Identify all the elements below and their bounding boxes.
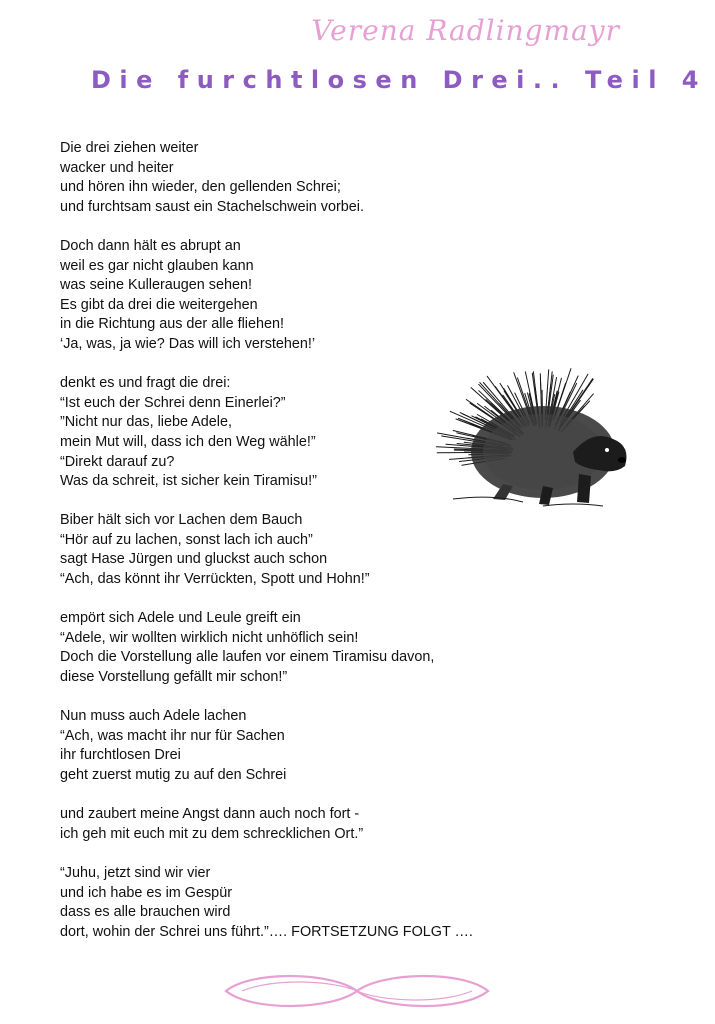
poem-stanza xyxy=(60,609,560,687)
poem-line: sagt Hase Jürgen und gluckst auch schon xyxy=(60,551,328,568)
poem-stanza xyxy=(60,864,560,942)
poem-line: was seine Kulleraugen sehen! xyxy=(60,277,253,294)
poem-line: wacker und heiter xyxy=(60,159,174,176)
poem-stanza xyxy=(60,139,560,217)
poem-line: mein Mut will, dass ich den Weg wähle!” xyxy=(60,433,316,450)
poem-line: Die drei ziehen weiter xyxy=(60,140,199,156)
poem-line: ‘Ja, was, ja wie? Das will ich verstehen!’ xyxy=(60,335,316,352)
poem-line: geht zuerst mutig zu auf den Schrei xyxy=(60,767,287,783)
poem-line: diese Vorstellung gefällt mir schon!” xyxy=(60,669,288,686)
poem-line: ”Nicht nur das, liebe Adele, xyxy=(60,414,232,431)
poem-line: “Juhu, jetzt sind wir vier xyxy=(60,864,211,881)
poem-line: Nun muss auch Adele lachen xyxy=(60,708,247,725)
poem-line: Doch die Vorstellung alle laufen vor einem Tiramisu davon, xyxy=(60,649,435,666)
poem-line: Was da schreit, ist sicher kein Tiramisu!” xyxy=(60,473,317,490)
poem-line: empört sich Adele und Leule greift ein xyxy=(60,610,301,627)
poem-line: dort, wohin der Schrei uns führt.”…. FORTSETZUNG FOLGT …. xyxy=(60,923,473,940)
poem-line: denkt es und fragt die drei: xyxy=(60,375,231,392)
page-title: Die furchtlosen Drei.. Teil 4 xyxy=(91,66,707,94)
poem-line: ihr furchtlosen Drei xyxy=(60,747,181,764)
poem-line: in die Richtung aus der alle fliehen! xyxy=(60,316,284,333)
poem-line: “Direkt darauf zu? xyxy=(60,453,175,470)
poem-line: Doch dann hält es abrupt an xyxy=(60,237,241,254)
infinity-flourish-icon xyxy=(222,968,492,1014)
poem-line: weil es gar nicht glauben kann xyxy=(60,257,254,274)
poem-line: “Ist euch der Schrei denn Einerlei?” xyxy=(60,394,286,411)
poem-stanza xyxy=(60,805,560,844)
poem-line: und ich habe es im Gespür xyxy=(60,884,232,901)
poem-line: und zaubert meine Angst dann auch noch fort - xyxy=(60,806,360,823)
poem-line: Biber hält sich vor Lachen dem Bauch xyxy=(60,512,303,529)
poem-line: “Hör auf zu lachen, sonst lach ich auch” xyxy=(60,531,313,548)
porcupine-icon xyxy=(393,334,653,512)
poem-line: dass es alle brauchen wird xyxy=(60,904,231,921)
poem-stanza xyxy=(60,707,560,785)
author-signature: Verena Radlingmayr xyxy=(311,14,620,47)
poem-line: ich geh mit euch mit zu dem schrecklichen Ort.” xyxy=(60,825,364,842)
poem-line: und furchtsam saust ein Stachelschwein vorbei. xyxy=(60,198,364,215)
poem xyxy=(60,139,560,962)
poem-line: Es gibt da drei die weitergehen xyxy=(60,296,258,313)
poem-line: “Ach, was macht ihr nur für Sachen xyxy=(60,727,285,744)
poem-stanza xyxy=(60,511,560,589)
poem-line: “Adele, wir wollten wirklich nicht unhöflich sein! xyxy=(60,629,359,646)
poem-line: und hören ihn wieder, den gellenden Schrei; xyxy=(60,179,341,196)
poem-line: “Ach, das könnt ihr Verrückten, Spott und Hohn!” xyxy=(60,571,370,588)
